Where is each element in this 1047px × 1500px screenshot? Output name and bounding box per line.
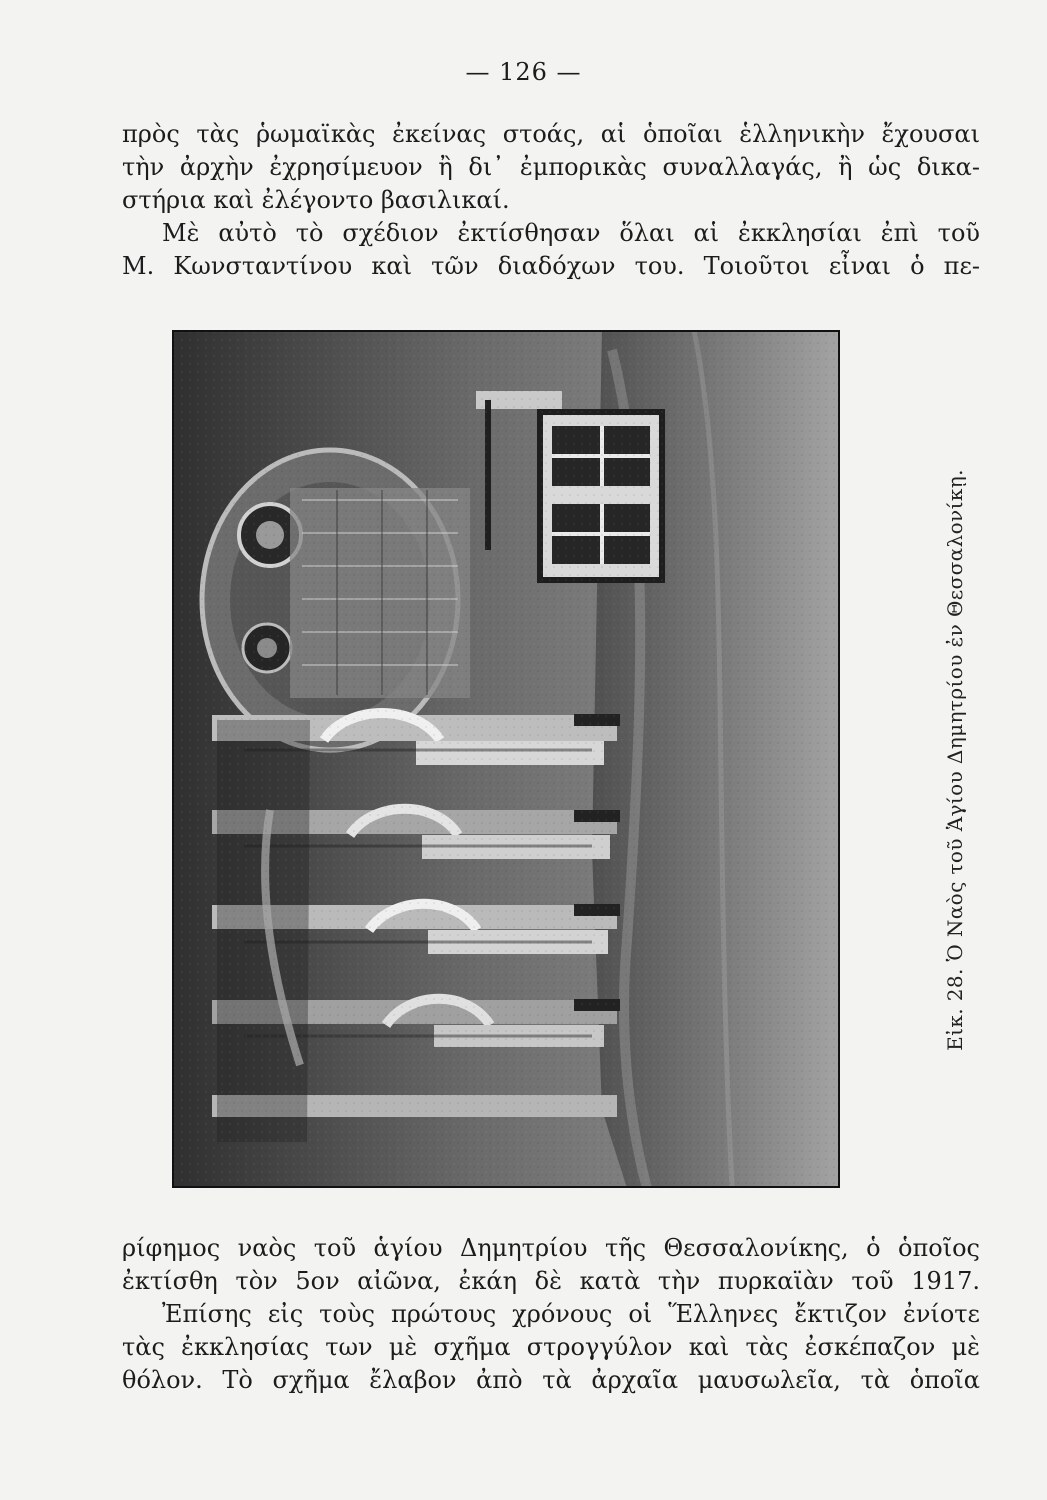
top-paragraphs (122, 118, 980, 283)
text-line: τὰς ἐκκλησίας των μὲ σχῆμα στρογγύλον καὶ τὰς ἐσκέπαζον μὲ (122, 1333, 980, 1361)
church-interior-image (172, 330, 840, 1188)
text-line: Μ. Κωνσταντίνου καὶ τῶν διαδόχων του. Τοιοῦτοι εἶναι ὁ πε- (122, 252, 980, 280)
text-line: Μὲ αὐτὸ τὸ σχέδιον ἐκτίσθησαν ὅλαι αἱ ἐκκλησίαι ἐπὶ τοῦ (162, 219, 980, 247)
church-photograph (172, 330, 840, 1188)
text-line: θόλον. Τὸ σχῆμα ἔλαβον ἀπὸ τὰ ἀρχαῖα μαυσωλεῖα, τὰ ὁποῖα (122, 1366, 980, 1394)
text-line: πρὸς τὰς ῥωμαϊκὰς ἐκείνας στοάς, αἱ ὁποῖαι ἑλληνικὴν ἔχουσαι (122, 120, 980, 148)
figure-caption: Εἰκ. 28. Ὁ Ναὸς τοῦ Ἁγίου Δημητρίου ἐν Θεσσαλονίκῃ. (943, 469, 967, 1051)
bottom-paragraphs (122, 1232, 980, 1397)
page-number: — 126 — (465, 58, 582, 86)
text-line: Ἐπίσης εἰς τοὺς πρώτους χρόνους οἱ Ἕλληνες ἔκτιζον ἐνίοτε (162, 1300, 980, 1328)
text-line: στήρια καὶ ἐλέγοντο βασιλικαί. (122, 186, 510, 214)
text-line: ἐκτίσθη τὸν 5ον αἰῶνα, ἐκάη δὲ κατὰ τὴν πυρκαϊὰν τοῦ 1917. (122, 1267, 980, 1295)
text-line: τὴν ἀρχὴν ἐχρησίμευον ἢ δι᾽ ἐμπορικὰς συναλλαγάς, ἢ ὡς δικα- (122, 153, 980, 181)
text-line: ρίφημος ναὸς τοῦ ἁγίου Δημητρίου τῆς Θεσσαλονίκης, ὁ ὁποῖος (122, 1234, 980, 1262)
